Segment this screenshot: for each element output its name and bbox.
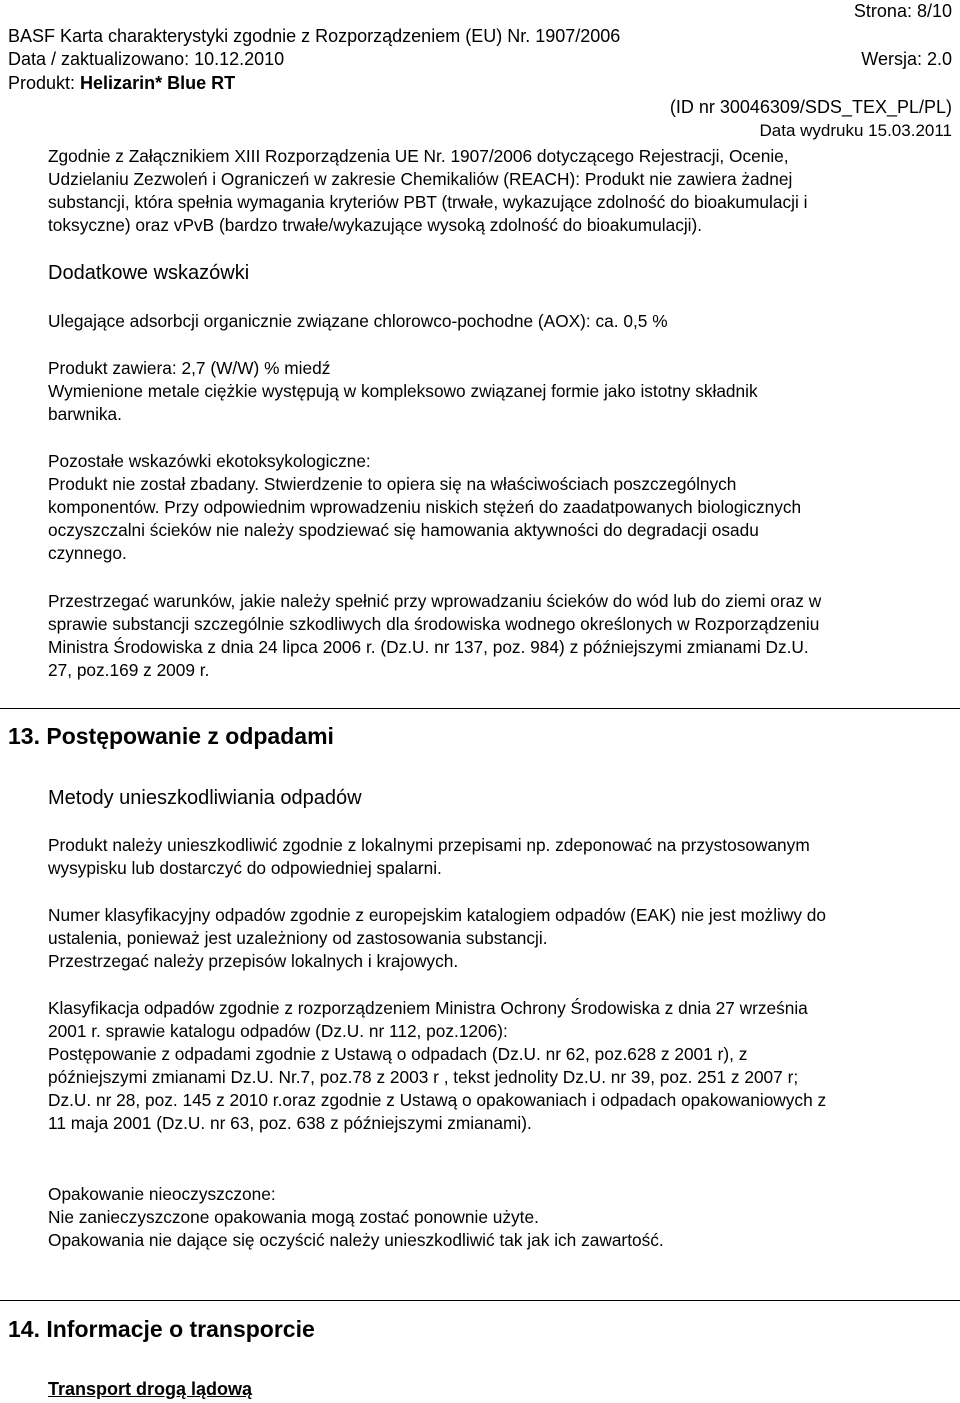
obligations-paragraph [48, 590, 953, 682]
copper-paragraph [48, 357, 953, 426]
section-divider [0, 708, 960, 709]
product-name: Helizarin* Blue RT [80, 73, 236, 93]
section-14-title: 14. Informacje o transporcie [8, 1316, 315, 1342]
text-line: Pozostałe wskazówki ekotoksykologiczne: [48, 451, 371, 471]
version: Wersja: 2.0 [861, 49, 952, 69]
print-date: Data wydruku 15.03.2011 [759, 121, 952, 140]
text-line: Zgodnie z Załącznikiem XIII Rozporządzenia UE Nr. 1907/2006 dotyczącego Rejestracji, Ocenie, [48, 146, 789, 166]
text-line: Klasyfikacja odpadów zgodnie z rozporządzeniem Ministra Ochrony Środowiska z dnia 27 września [48, 998, 808, 1018]
classification-paragraph [48, 997, 953, 1135]
disposal-methods-heading: Metody unieszkodliwiania odpadów [48, 787, 362, 809]
text-line: Udzielaniu Zezwoleń i Ograniczeń w zakresie Chemikaliów (REACH): Produkt nie zawiera żadnej [48, 169, 793, 189]
section-divider [0, 1300, 960, 1301]
text-line: Ministra Środowiska z dnia 24 lipca 2006 r. (Dz.U. nr 137, poz. 984) z późniejszymi zmianami Dz.U. [48, 637, 809, 657]
section-13-title: 13. Postępowanie z odpadami [8, 723, 334, 749]
page-number: Strona: 8/10 [853, 1, 952, 21]
document-title: BASF Karta charakterystyki zgodnie z Rozporządzeniem (EU) Nr. 1907/2006 [8, 26, 621, 46]
product-label: Produkt: [8, 73, 81, 93]
aox-paragraph [48, 310, 953, 333]
text-line: barwnika. [48, 404, 122, 424]
text-line: Przestrzegać należy przepisów lokalnych i krajowych. [48, 951, 459, 971]
text-line: oczyszczalni ścieków nie należy spodziewać się hamowania aktywności do degradacji osadu [48, 520, 759, 540]
text-line: Numer klasyfikacyjny odpadów zgodnie z europejskim katalogiem odpadów (EAK) nie jest możliwy do [48, 905, 827, 925]
product-line [8, 72, 235, 94]
text-line: czynnego. [48, 543, 127, 563]
ecotox-paragraph [48, 450, 953, 565]
text-line: późniejszymi zmianami Dz.U. Nr.7, poz.78 z 2003 r , tekst jednolity Dz.U. nr 39, poz. 251 z 2007 r; [48, 1067, 799, 1087]
document-id: (ID nr 30046309/SDS_TEX_PL/PL) [669, 97, 952, 117]
waste-code-paragraph [48, 904, 953, 973]
revision-date: Data / zaktualizowano: 10.12.2010 [8, 49, 285, 69]
land-transport-heading: Transport drogą lądową [48, 1379, 253, 1399]
text-line: Dz.U. nr 28, poz. 145 z 2010 r.oraz zgodnie z Ustawą o opakowaniach i odpadach opakowaniowych z [48, 1090, 827, 1110]
text-line: substancji, która spełnia wymagania kryteriów PBT (trwałe, wykazujące zdolność do bioakumulacji i [48, 192, 808, 212]
text-line: wysypisku lub dostarczyć do odpowiedniej spalarni. [48, 858, 442, 878]
text-line: 2001 r. sprawie katalogu odpadów (Dz.U. nr 112, poz.1206): [48, 1021, 508, 1041]
text-line: komponentów. Przy odpowiednim wprowadzeniu niskich stężeń do zaadatpowanych biologicznych [48, 497, 802, 517]
text-line: Opakowanie nieoczyszczone: [48, 1184, 276, 1204]
text-line: 11 maja 2001 (Dz.U. nr 63, poz. 638 z późniejszymi zmianami). [48, 1113, 532, 1133]
text-line: Ulegające adsorbcji organicznie związane chlorowco-pochodne (AOX): ca. 0,5 % [48, 311, 668, 331]
packaging-paragraph [48, 1183, 953, 1252]
text-line: ustalenia, ponieważ jest uzależniony od zastosowania substancji. [48, 928, 548, 948]
additional-info-heading: Dodatkowe wskazówki [48, 262, 250, 284]
text-line: toksyczne) oraz vPvB (bardzo trwałe/wykazujące wysoką zdolność do bioakumulacji). [48, 215, 703, 235]
text-line: Produkt zawiera: 2,7 (W/W) % miedź [48, 358, 331, 378]
text-line: Opakowania nie dające się oczyścić należy unieszkodliwić tak jak ich zawartość. [48, 1230, 664, 1250]
text-line: Produkt nie został zbadany. Stwierdzenie to opiera się na właściwościach poszczególnych [48, 474, 737, 494]
text-line: Nie zanieczyszczone opakowania mogą zostać ponownie użyte. [48, 1207, 539, 1227]
disposal-paragraph [48, 834, 953, 880]
text-line: 27, poz.169 z 2009 r. [48, 660, 210, 680]
text-line: Postępowanie z odpadami zgodnie z Ustawą o odpadach (Dz.U. nr 62, poz.628 z 2001 r), z [48, 1044, 748, 1064]
text-line: sprawie substancji szczególnie szkodliwych dla środowiska wodnego określonych w Rozporządzeniu [48, 614, 820, 634]
text-line: Wymienione metale ciężkie występują w kompleksowo związanej formie jako istotny składnik [48, 381, 758, 401]
reach-paragraph [48, 145, 953, 237]
text-line: Produkt należy unieszkodliwić zgodnie z lokalnymi przepisami np. zdeponować na przystosowanym [48, 835, 810, 855]
text-line: Przestrzegać warunków, jakie należy spełnić przy wprowadzaniu ścieków do wód lub do ziemi oraz w [48, 591, 822, 611]
